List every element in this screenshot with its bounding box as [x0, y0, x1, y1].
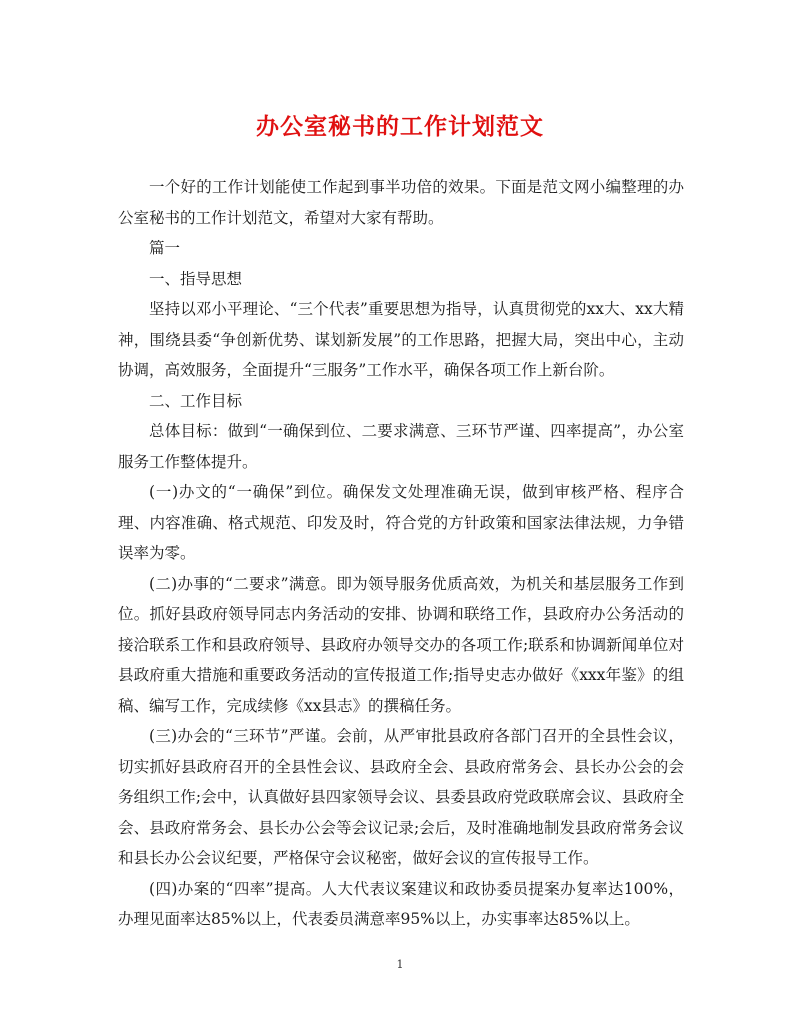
paragraph-item-1: (一)办文的“一确保”到位。确保发文处理准确无误，做到审核严格、程序合理、内容准确、格式规范、印发及时，符合党的方针政策和国家法律法规，力争错误率为零。 [118, 483, 684, 562]
paragraph-guiding-ideology: 坚持以邓小平理论、“三个代表”重要思想为指导，认真贯彻党的xx大、xx大精神，围绕县委“争创新优势、谋划新发展”的工作思路，把握大局，突出中心，主动协调，高效服务，全面提升“三服务”工作水平，确保各项工作上新台阶。 [118, 300, 684, 379]
section-label: 篇一 [149, 239, 181, 257]
paragraph-item-2: (二)办事的“二要求”满意。即为领导服务优质高效，为机关和基层服务工作到位。抓好县政府领导同志内务活动的安排、协调和联络工作，县政府办公务活动的接洽联系工作和县政府领导、县政府办领导交办的各项工作;联系和协调新闻单位对县政府重大措施和重要政务活动的宣传报道工作;指导史志办做好《xxx年鉴》的组稿、编写工作，完成续修《xx县志》的撰稿任务。 [118, 574, 684, 715]
heading-work-goals: 二、工作目标 [149, 391, 243, 410]
paragraph-overall-goal: 总体目标：做到“一确保到位、二要求满意、三环节严谨、四率提高”，办公室服务工作整体提升。 [118, 422, 684, 471]
page-number: 1 [396, 958, 404, 971]
paragraph-intro: 一个好的工作计划能使工作起到事半功倍的效果。下面是范文网小编整理的办公室秘书的工作计划范文，希望对大家有帮助。 [118, 178, 684, 227]
document-body [118, 172, 684, 935]
document-title: 办公室秘书的工作计划范文 [256, 113, 544, 140]
heading-guiding-ideology: 一、指导思想 [149, 269, 243, 288]
paragraph-item-4: (四)办案的“四率”提高。人大代表议案建议和政协委员提案办复率达100%，办理见面率达85%以上，代表委员满意率95%以上，办实事率达85%以上。 [118, 879, 684, 928]
paragraph-item-3: (三)办会的“三环节”严谨。会前，从严审批县政府各部门召开的全县性会议，切实抓好县政府召开的全县性会议、县政府全会、县政府常务会、县长办公会的会务组织工作;会中，认真做好县四家领导会议、县委县政府党政联席会议、县政府全会、县政府常务会、县长办公会等会议记录;会后，及时准确地制发县政府常务会议和县长办公会议纪要，严格保守会议秘密，做好会议的宣传报导工作。 [118, 727, 684, 867]
